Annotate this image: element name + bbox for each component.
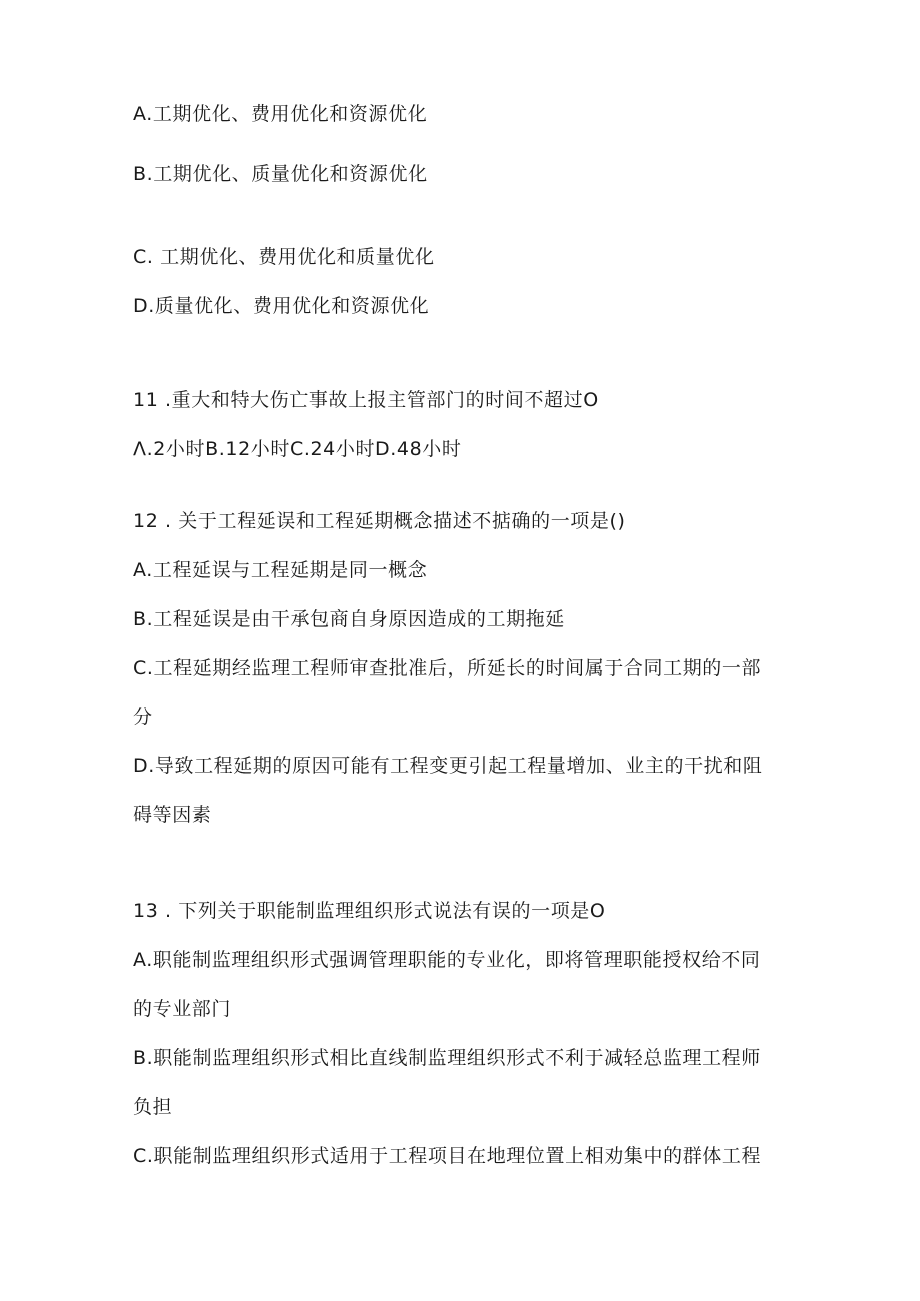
option-a-q12: A.工程延误与工程延期是同一概念 (133, 559, 428, 581)
option-b-q13-line1: B.职能制监理组织形式相比直线制监理组织形式不利于减轻总监理工程师 (133, 1047, 761, 1069)
options-q11: Λ.2小时B.12小时C.24小时D.48小时 (133, 438, 462, 460)
question-12: 12 . 关于工程延误和工程延期概念描述不掂确的一项是() (133, 510, 626, 532)
option-a-q10: A.工期优化、费用优化和资源优化 (133, 103, 428, 125)
option-c-q12-line2: 分 (133, 706, 153, 728)
option-a-q13-line2: 的专业部门 (133, 998, 232, 1020)
option-c-q13: C.职能制监理组织形式适用于工程项目在地理位置上相劝集中的群体工程 (133, 1145, 762, 1167)
option-b-q12: B.工程延误是由干承包商自身原因造成的工期拖延 (133, 608, 565, 630)
question-11: 11 .重大和特大伤亡事故上报主管部门的时间不超过O (133, 389, 599, 411)
option-b-q10: B.工期优化、质量优化和资源优化 (133, 163, 428, 185)
option-c-q10: C. 工期优化、费用优化和质量优化 (133, 246, 435, 268)
option-b-q13-line2: 负担 (133, 1096, 173, 1118)
option-d-q12-line1: D.导致工程延期的原因可能有工程变更引起工程量增加、业主的干扰和阻 (133, 755, 763, 777)
option-d-q12-line2: 碍等因素 (133, 804, 212, 826)
option-a-q13-line1: A.职能制监理组织形式强调管理职能的专业化，即将管理职能授权给不同 (133, 949, 761, 971)
question-13: 13 . 下列关于职能制监理组织形式说法有误的一项是O (133, 900, 606, 922)
option-c-q12-line1: C.工程延期经监理工程师审查批准后，所延长的时间属于合同工期的一部 (133, 657, 762, 679)
option-d-q10: D.质量优化、费用优化和资源优化 (133, 295, 430, 317)
